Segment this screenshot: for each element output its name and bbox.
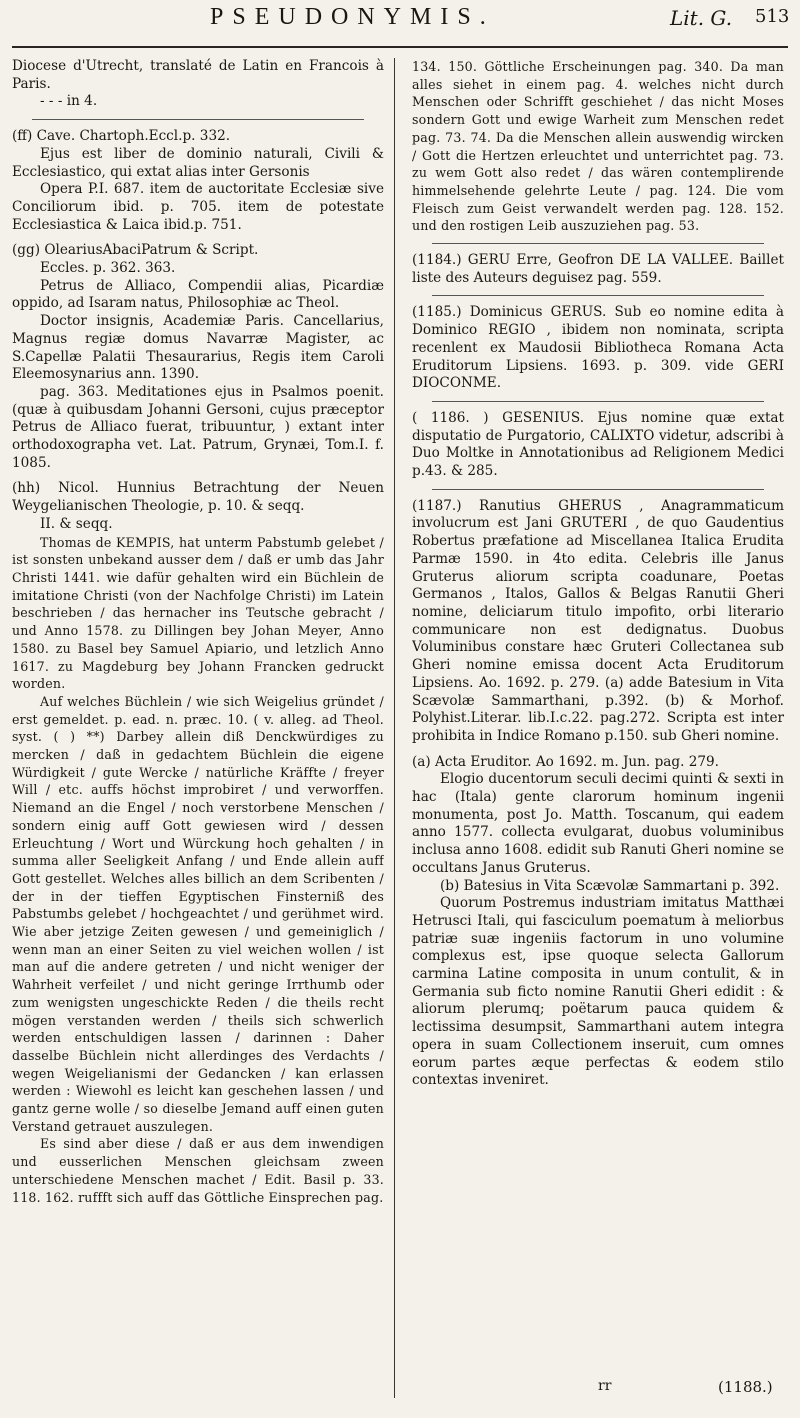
- header-rule: [12, 46, 788, 48]
- entry-line: (1185.) Dominicus GERUS. Sub eo nomine edita à Dominico REGIO , ibidem non nominata, scripta recenlent ex Maudosii Bibliotheca Romana Acta Eruditorum Lipsiens. 1693. p. 309. vide GERI DIOCONME.: [412, 304, 784, 392]
- entry-top: [12, 58, 384, 111]
- entry-1185: [412, 304, 784, 393]
- entry-line: Elogio ducentorum seculi decimi quinti & sexti in hac (Itala) gente clarorum hominum ingenii monumenta, post Jo. Matth. Toscanum, qui eadem anno 1577. collecta evulgarat, duobus voluminibus inclusa anno 1608. edidit sub Ranuti Gheri nomine se occultans Janus Gruterus.: [412, 771, 784, 876]
- entry-gg: [12, 242, 384, 472]
- entry-line: II. & seqq.: [40, 515, 113, 532]
- entry-line: (b) Batesius in Vita Scævolæ Sammartani p. 392.: [440, 877, 780, 894]
- entry-line: Doctor insignis, Academiæ Paris. Cancellarius, Magnus regiæ domus Navarræ Magister, ac S.Capellæ Palatii Thesaurarius, Regis item Caroli Eleemosynarius ann. 1390.: [12, 313, 384, 383]
- entry-line: (1184.) GERU Erre, Geofron DE LA VALLEE. Baillet liste des Auteurs deguisez pag. 559.: [412, 252, 784, 286]
- right-column: [412, 58, 784, 1398]
- section-label: Lit. G.: [670, 6, 733, 30]
- entry-cont: [412, 58, 784, 235]
- running-title: PSEUDONYMIS.: [210, 4, 495, 30]
- entry-hh: [12, 480, 384, 1206]
- entry-line: (a) Acta Eruditor. Ao 1692. m. Jun. pag. 279.: [412, 753, 719, 770]
- left-column: [12, 58, 384, 1398]
- entry-line: (1187.) Ranutius GHERUS , Anagrammaticum involucrum est Jani GRUTERI , de quo Gaudentius Robertus præfatione ad Miscellanea Italica Erudita Parmæ 1590. in 4to edita. Celebris ille Janus Gruterus aliorum scripta coadunare, Poetas Germanos , Italos, Gallos & Belgas Ranutii Gheri nomine, deliciarum titulo impofito, orbi literario communicare non est dedignatus. Duobus Voluminibus constare hæc Gruteri Collectanea sub Gheri nomine emissa docent Acta Eruditorum Lipsiens. Ao. 1692. p. 279. (a) adde Batesium in Vita Scævolæ Sammarthani, p.392. (b) & Morhof. Polyhist.Literar. lib.I.c.22. pag.272. Scripta est inter prohibita in Indice Romano p.150. sub Gheri nomine.: [412, 497, 784, 744]
- entry-line: Quorum Postremus industriam imitatus Matthæi Hetrusci Itali, qui fasciculum poematum à meliorbus patriæ suæ ingeniis factorum in uno volumine complexus est, ipse quoque selecta Gallorum carmina Latine composita in unum contulit, & in Germania sub ficto nomine Ranutii Gheri edidit : & aliorum plerumq; poëtarum pauca quidem & lectissima desumpsit, Sammarthani autem integra opera in suam Collectionem inseruit, cum omnes eorum partes æque perfectas & eodem stilo contextas inveniret.: [412, 895, 784, 1089]
- entry-1186: [412, 410, 784, 481]
- entry-ff: [12, 128, 384, 234]
- catchword: (1188.): [718, 1378, 773, 1396]
- entry-line: Eccles. p. 362. 363.: [40, 260, 176, 277]
- entry-separator: [432, 295, 764, 296]
- entry-line: 134. 150. Göttliche Erscheinungen pag. 340. Da man alles siehet in einem pag. 4. welches nicht durch Menschen oder Schrifft geschiehet / das nicht Moses sondern Gott und ewige Warheit zum Menschen redet pag. 73. 74. Da die Menschen allein auswendig wircken / Gott die Hertzen erleuchtet und unterrichtet pag. 73. zu wem Gott also redet / das wären contemplirende himmelsehende gelehrte Leute / pag. 124. Die vom Fleisch zum Geist verwandelt werden pag. 128. 152. und den rostigen Leib auszuziehen pag. 53.: [412, 59, 784, 234]
- entry-line: Opera P.I. 687. item de auctoritate Ecclesiæ sive Conciliorum ibid. p. 705. item de potestate Ecclesiastica & Laica ibid.p. 751.: [12, 181, 384, 233]
- entry-line: Ejus est liber de dominio naturali, Civili & Ecclesiastico, qui extat alias inter Gersonis: [12, 145, 384, 180]
- entry-line: Es sind aber diese / daß er aus dem inwendigen und eusserlichen Menschen gleichsam zween unterschiedene Menschen machet / Edit. Basil p. 33. 118. 162. ruffft sich auff das Göttliche Einsprechen pag.: [12, 1136, 384, 1205]
- entry-line: Auf welches Büchlein / wie sich Weigelius gründet / erst gemeldet. p. ead. n. præc. 10. ( v. alleg. ad Theol. syst. ( ) **) Darbey allein diß Denckwürdiges zu mercken / daß in gedachtem Büchlein die eigene Würdigkeit / gute Wercke / natürliche Kräffte / freyer Will / etc. auffs höchst improbiret / und verworffen. Niemand an die Engel / noch verstorbene Menschen / sondern einig auff Gott gewiesen wird / dessen Erleuchtung / Wort und Würckung hoch gehalten / in summa aller Seeligkeit Anfang / und Ende allein auff Gott gestellet. Welches alles billich an dem Scribenten / der in der tieffen Egyptischen Finsterniß des Pabstumbs gelebet / hochgeachtet / und gerühmet wird. Wie aber jetzige Zeiten gewesen / und gemeiniglich / wenn man an einer Seiten zu viel weichen wollen / ist man auf die andere getreten / und nicht weniger der Wahrheit verfeilet / und nicht geringe Irrthumb oder zum wenigsten ungeschickte Reden / die theils recht mögen verstanden werden / theils sich schwerlich werden entschuldigen lassen / darinnen : Daher dasselbe Büchlein nicht allerdinges des Verdachts / wegen Weigelianismi der Gedancken / kan erlassen werden : Wiewohl es leicht kan geschehen lassen / und gantz gerne wolle / so dieselbe Jemand auff einen guten Verstand getrauet auszulegen.: [12, 693, 384, 1134]
- entry-1187: [412, 498, 784, 746]
- entry-line: pag. 363. Meditationes ejus in Psalmos poenit. (quæ à quibusdam Johanni Gersoni, cujus præceptor Petrus de Alliaco fuerat, tribuuntur, ) extant inter orthodoxographa vet. Lat. Patrum, Grynæi, Tom.I. f. 1085.: [12, 383, 384, 471]
- entry-line: Petrus de Alliaco, Compendii alias, Picardiæ oppido, ad Isaram natus, Philosophiæ ac Theol.: [12, 277, 384, 312]
- column-divider: [394, 58, 395, 1398]
- entry-separator: [32, 119, 364, 120]
- entry-separator: [432, 243, 764, 244]
- entry-line: Diocese d'Utrecht, translaté de Latin en Francois à Paris.: [12, 58, 384, 92]
- entry-line: (ff) Cave. Chartoph.Eccl.p. 332.: [12, 128, 231, 145]
- page-header: [0, 0, 800, 40]
- entry-separator: [432, 401, 764, 402]
- entry-notes: [412, 754, 784, 1090]
- entry-separator: [432, 489, 764, 490]
- entry-line: Thomas de KEMPIS, hat unterm Pabstumb gelebet / ist sonsten unbekand ausser dem / daß er umb das Jahr Christi 1441. wie dafür gehalten wird ein Büchlein de imitatione Christi (von der Nachfolge Christi) im Latein beschrieben / das hernacher ins Teutsche gebracht / und Anno 1578. zu Dillingen bey Johan Meyer, Anno 1580. zu Basel bey Samuel Apiario, und letzlich Anno 1617. zu Magdeburg bey Johann Francken gedruckt worden.: [12, 534, 384, 692]
- page-number: 513: [755, 6, 790, 27]
- entry-line: (gg) OleariusAbaciPatrum & Script.: [12, 242, 259, 259]
- entry-line: ( 1186. ) GESENIUS. Ejus nomine quæ extat disputatio de Purgatorio, CALIXTO videtur, adscribi à Duo Moltke in Annotationibus ad Religionem Medici p.43. & 285.: [412, 409, 784, 480]
- signature-mark: rr: [598, 1378, 612, 1394]
- entry-line: (hh) Nicol. Hunnius Betrachtung der Neuen Weygelianischen Theologie, p. 10. & seqq.: [12, 480, 384, 515]
- entry-line: - - - in 4.: [40, 93, 98, 110]
- entry-1184: [412, 252, 784, 287]
